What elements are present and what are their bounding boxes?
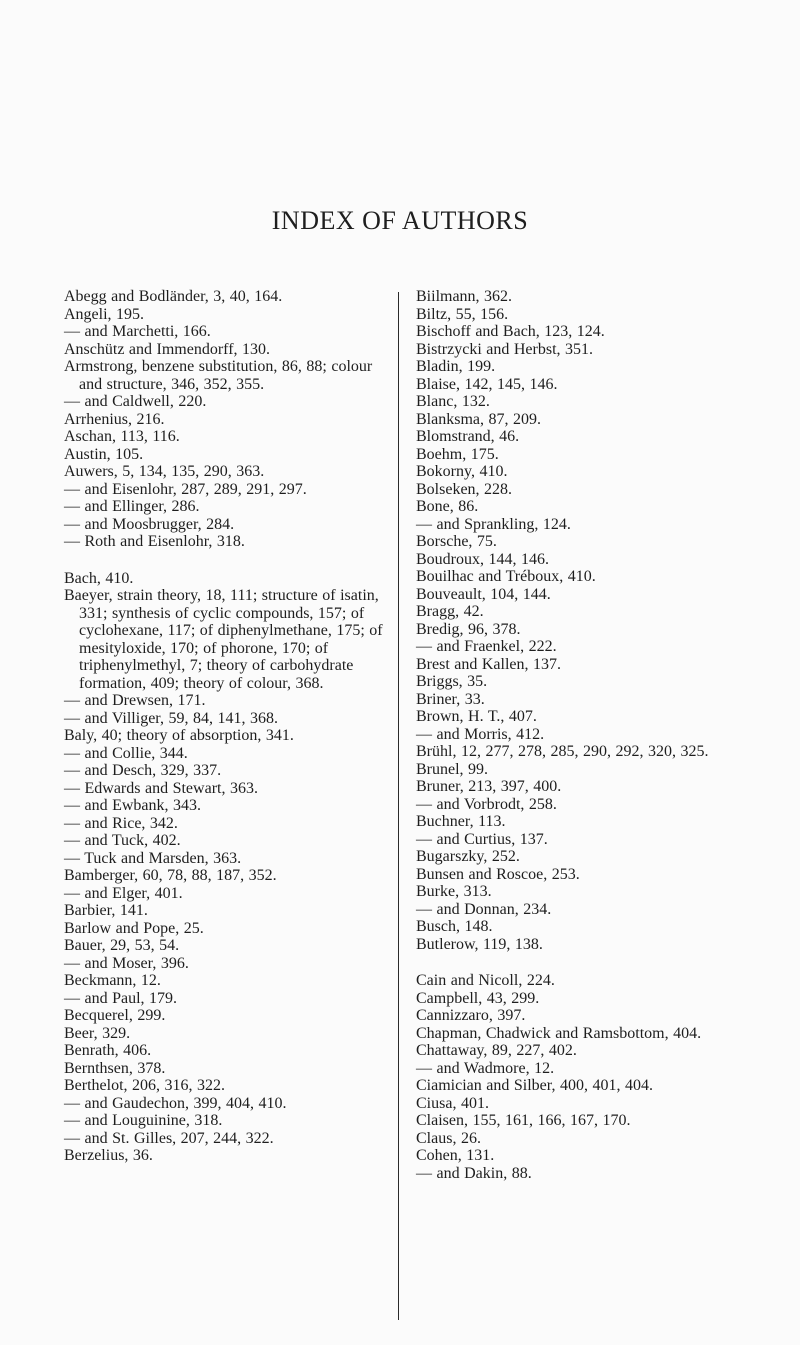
index-entry: Brest and Kallen, 137. [416, 655, 562, 673]
index-entry: — and Donnan, 234. [416, 900, 552, 918]
index-entry: Bruner, 213, 397, 400. [416, 778, 562, 795]
index-entry: — and Elger, 401. [64, 884, 183, 902]
index-entry: Ciamician and Silber, 400, 401, 404. [416, 1077, 653, 1094]
index-entry: Butlerow, 119, 138. [416, 935, 543, 953]
index-entry: Beckmann, 12. [64, 972, 161, 989]
index-entry: Berzelius, 36. [64, 1147, 153, 1164]
index-entry: Barbier, 141. [64, 902, 148, 919]
index-entry: — and Gaudechon, 399, 404, 410. [64, 1094, 287, 1112]
index-entry: Chapman, Chadwick and Ramsbottom, 404. [416, 1024, 702, 1042]
index-entry: Borsche, 75. [416, 533, 497, 550]
index-entry: Baly, 40; theory of absorption, 341. [64, 727, 294, 744]
column-divider [398, 292, 399, 1320]
index-entry: Biltz, 55, 156. [416, 305, 509, 323]
index-entry: Austin, 105. [64, 445, 144, 463]
index-entry: Blanksma, 87, 209. [416, 410, 541, 428]
index-entry: Angeli, 195. [64, 305, 145, 323]
index-entry: Briner, 33. [416, 690, 485, 708]
index-entry: Bredig, 96, 378. [416, 620, 521, 638]
index-entry: Barlow and Pope, 25. [64, 919, 204, 937]
index-entry: Claisen, 155, 161, 166, 167, 170. [416, 1112, 631, 1129]
index-entry: Buchner, 113. [416, 813, 506, 830]
index-entry: Berthelot, 206, 316, 322. [64, 1077, 226, 1094]
index-entry: Blomstrand, 46. [416, 428, 520, 445]
index-entry: Bunsen and Roscoe, 253. [416, 865, 580, 883]
index-entry: Cain and Nicoll, 224. [416, 972, 555, 989]
index-entry: Biilmann, 362. [416, 288, 513, 305]
index-entry: Bone, 86. [416, 498, 479, 515]
index-entry: Bouilhac and Tréboux, 410. [416, 568, 596, 585]
letter-section-gap [64, 551, 389, 570]
index-entry: Bragg, 42. [416, 603, 484, 620]
index-entry: Bladin, 199. [416, 358, 496, 375]
index-entry: Boudroux, 144, 146. [416, 550, 549, 568]
index-entry: — and Ewbank, 343. [64, 797, 202, 814]
index-entry: — and Morris, 412. [416, 725, 545, 743]
index-entry: Blaise, 142, 145, 146. [416, 375, 558, 393]
index-entry: — and Tuck, 402. [64, 832, 181, 849]
index-entry: — and Wadmore, 12. [416, 1059, 555, 1077]
index-entry: Bischoff and Bach, 123, 124. [416, 323, 605, 340]
index-entry: Boehm, 175. [416, 445, 499, 463]
index-entry: Benrath, 406. [64, 1042, 152, 1059]
index-entry: Bauer, 29, 53, 54. [64, 937, 180, 954]
index-entry: — and Ellinger, 286. [64, 498, 200, 515]
index-entry: — and Rice, 342. [64, 814, 178, 832]
index-entry: Brown, H. T., 407. [416, 708, 537, 725]
index-entry: Armstrong, benzene substitution, 86, 88; colour and structure, 346, 352, 355. [64, 358, 373, 393]
index-entry: — Roth and Eisenlohr, 318. [64, 533, 245, 550]
index-entry: — and Paul, 179. [64, 989, 178, 1007]
index-entry: Busch, 148. [416, 918, 493, 935]
page-title: INDEX OF AUTHORS [271, 206, 529, 235]
index-entry: Bolseken, 228. [416, 480, 513, 498]
index-entry: Bokorny, 410. [416, 463, 508, 480]
index-entry: Claus, 26. [416, 1129, 481, 1147]
index-entry: Campbell, 43, 299. [416, 989, 540, 1007]
index-entry: Baeyer, strain theory, 18, 111; structure of isatin, 331; synthesis of cyclic compounds, 157; of cyclohexane, 117; of diphenylmethane, 175; of mesityloxide, 170; of phorone, 170; of triphenylmethyl, 7; theory of carbohydrate formation, 409; theory of colour, 368. [64, 587, 383, 692]
index-entry: — and Desch, 329, 337. [64, 762, 222, 779]
index-entry: Abegg and Bodländer, 3, 40, 164. [64, 288, 283, 305]
letter-section-gap [416, 953, 746, 972]
index-entry: — and Louguinine, 318. [64, 1112, 223, 1129]
index-entry: Beer, 329. [64, 1024, 131, 1042]
index-entry: Burke, 313. [416, 883, 492, 900]
index-entry: — and Vorbrodt, 258. [416, 795, 557, 813]
index-entry: Cannizzaro, 397. [416, 1007, 526, 1024]
index-entry: — and Caldwell, 220. [64, 393, 207, 410]
index-entry: — and Fraenkel, 222. [416, 638, 557, 655]
index-entry: Bugarszky, 252. [416, 848, 520, 865]
index-entry: Brunel, 99. [416, 760, 489, 778]
index-entry: — and Villiger, 59, 84, 141, 368. [64, 709, 278, 727]
index-entry: Brühl, 12, 277, 278, 285, 290, 292, 320, 325. [416, 743, 709, 760]
index-entry: Bernthsen, 378. [64, 1059, 166, 1077]
index-entry: — and Drewsen, 171. [64, 692, 206, 709]
index-entry: — and Eisenlohr, 287, 289, 291, 297. [64, 480, 307, 498]
index-entry: — and Dakin, 88. [416, 1164, 532, 1182]
index-entry: — and Sprankling, 124. [416, 515, 571, 533]
index-entry: Cohen, 131. [416, 1147, 495, 1164]
index-entry: — and Moosbrugger, 284. [64, 515, 235, 533]
index-entry: Arrhenius, 216. [64, 410, 165, 428]
index-column-right [416, 288, 746, 1182]
index-entry: — and St. Gilles, 207, 244, 322. [64, 1129, 274, 1147]
index-column-left [64, 288, 389, 1165]
index-entry: — and Moser, 396. [64, 954, 189, 972]
index-entry: Briggs, 35. [416, 673, 488, 690]
index-entry: Auwers, 5, 134, 135, 290, 363. [64, 463, 265, 480]
index-entry: Anschütz and Immendorff, 130. [64, 340, 271, 358]
index-entry: Bamberger, 60, 78, 88, 187, 352. [64, 867, 277, 884]
index-entry: — and Marchetti, 166. [64, 323, 211, 340]
index-entry: Aschan, 113, 116. [64, 428, 180, 445]
index-entry: Bach, 410. [64, 569, 134, 587]
index-entry: Bistrzycki and Herbst, 351. [416, 340, 594, 358]
index-entry: Ciusa, 401. [416, 1094, 489, 1112]
index-entry: Blanc, 132. [416, 393, 490, 410]
index-entry: — and Collie, 344. [64, 744, 188, 762]
index-entry: — and Curtius, 137. [416, 830, 548, 848]
index-entry: Bouveault, 104, 144. [416, 585, 551, 603]
index-entry: — Tuck and Marsden, 363. [64, 849, 242, 867]
index-entry: Becquerel, 299. [64, 1007, 166, 1024]
index-entry: — Edwards and Stewart, 363. [64, 779, 258, 797]
index-entry: Chattaway, 89, 227, 402. [416, 1042, 577, 1059]
